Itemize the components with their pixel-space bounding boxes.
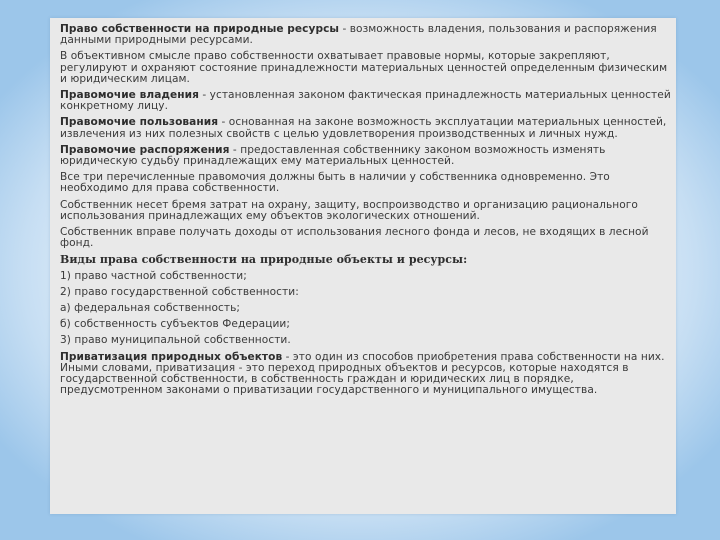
definition-possession [60,90,672,112]
term-privatization: Приватизация природных объектов [60,350,283,363]
objective-sense-paragraph: В объективном смысле право собственности охватывает правовые нормы, которые закрепляют, регулируют и охраняют состояние принадлежности материальных ценностей определенным физическим и юридическим лицам. [60,50,668,85]
definition-disposal [60,145,672,167]
term-use: Правомочие пользования [60,116,219,129]
types-list-item: 3) право муниципальной собственности. [60,334,291,347]
definition-use-text: - основанная на законе возможность эксплуатации материальных ценностей, извлечения из них полезных свойств с целью удовлетворения производственных и личных нужд. [60,116,667,140]
term-possession: Правомочие владения [60,89,199,102]
term-disposal: Правомочие распоряжения [60,143,230,156]
types-list-item: 2) право государственной собственности: [60,285,299,298]
privatization-text: - это один из способов приобретения права собственности на них. Иными словами, приватизация - это переход природных объектов и ресурсов, которые находятся в государственной собственности, в собственность граждан и юридических лиц в порядке, предусмотренном законами о приватизации государственного и муниципального имущества. [60,350,665,397]
definition-disposal-text: - предоставленная собственнику законом возможность изменять юридическую судьбу принадлежащих ему материальных ценностей. [60,143,606,168]
definition-use [60,117,672,139]
types-list-item: а) федеральная собственность; [60,302,240,315]
income-paragraph: Собственник вправе получать доходы от использования лесного фонда и лесов, не входящих в лесной фонд. [60,226,649,250]
types-list-item: б) собственность субъектов Федерации; [60,318,290,331]
burden-paragraph: Собственник несет бремя затрат на охрану, защиту, воспроизводство и организацию рационального использования принадлежащих ему объектов экологических отношений. [60,198,638,222]
types-heading: Виды права собственности на природные объекты и ресурсы: [60,253,468,267]
definition-ownership [60,24,672,46]
all-three-paragraph: Все три перечисленные правомочия должны быть в наличии у собственника одновременно. Это необходимо для права собственности. [60,171,610,195]
term-ownership: Право собственности на природные ресурсы [60,23,340,35]
types-list-item: 1) право частной собственности; [60,269,247,282]
slide-content [60,24,672,401]
definition-possession-text: - установленная законом фактическая принадлежность материальных ценностей конкретному лицу. [60,89,671,113]
definition-ownership-text: - возможность владения, пользования и распоряжения данными природными ресурсами. [60,23,657,47]
privatization-paragraph [60,352,672,397]
